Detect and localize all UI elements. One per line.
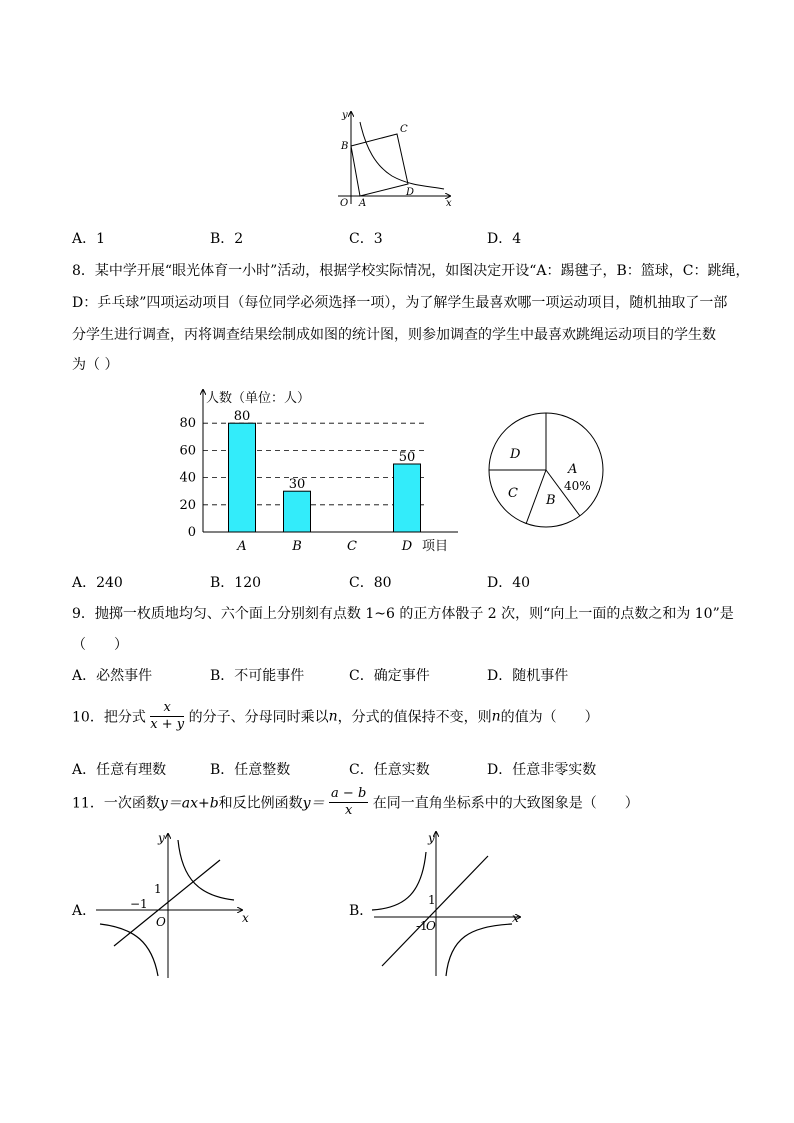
q7-fig-a: A — [359, 198, 367, 208]
q7-fig-d: D — [406, 187, 415, 198]
q11a-neg-one: −1 — [130, 897, 148, 911]
q7-option-a: A．1 — [72, 231, 106, 247]
bar-value-label: 30 — [288, 477, 306, 493]
q11a-y: y — [158, 831, 165, 845]
bar-d — [394, 464, 421, 532]
q11-f1: y＝ax+b — [159, 795, 219, 812]
q10-suffix-1: 的分子、分母同时乘以 — [188, 709, 329, 726]
q10-option-a: A．任意有理数 — [72, 762, 167, 778]
q10-option-d: D．任意非零实数 — [487, 762, 597, 778]
q9-option-a: A．必然事件 — [72, 668, 153, 684]
q7-fig-x: x — [446, 198, 452, 208]
q10-n2: n — [491, 708, 501, 725]
q10-option-c: C．任意实数 — [349, 762, 430, 778]
q11-f2-lhs: y＝ — [302, 795, 325, 812]
q11-graph-a — [92, 826, 260, 982]
q11-frac-den: x — [344, 803, 353, 818]
q10-frac-den: x + y — [150, 717, 185, 732]
q10-prefix: 10．把分式 — [72, 709, 146, 726]
bar-category-label: A — [237, 539, 247, 554]
bar-ylabel: 人数（单位：人） — [206, 391, 311, 406]
bar-y-tick-label: 20 — [179, 497, 196, 513]
q11b-x: x — [512, 911, 519, 925]
bar-y-tick-label: 0 — [187, 525, 196, 540]
q9-line-1: 9．抛掷一枚质地均匀、六个面上分别刻有点数 1~6 的正方体骰子 2 次，则“向上一面的点数之和为 10”是 — [72, 606, 734, 622]
q11b-neg-one: -1 — [416, 919, 428, 933]
q11-frac-num: a − b — [331, 786, 367, 801]
bar-value-label: 80 — [233, 409, 251, 425]
q7-option-c: C．3 — [349, 231, 383, 247]
bar-y-tick-label: 60 — [179, 443, 196, 459]
q10-n1: n — [328, 708, 338, 725]
q7-fig-b: B — [341, 141, 349, 152]
q11-option-a-label: A． — [72, 903, 97, 919]
q11-fraction — [329, 786, 368, 819]
bar-y-tick-label: 40 — [179, 470, 196, 486]
q8-option-d: D．40 — [487, 575, 531, 591]
q8-line-3: 分学生进行调查，丙将调查结果绘制成如图的统计图，则参加调查的学生中最喜欢跳绳运动项目的学生数 — [72, 327, 716, 343]
q11b-one: 1 — [428, 893, 436, 907]
q10-fraction — [150, 700, 184, 733]
bar-y-tick-label: 80 — [179, 416, 196, 432]
bar-category-label: C — [347, 539, 357, 554]
q11-option-b-label: B． — [349, 903, 374, 919]
q8-line-2: D：乒乓球”四项运动项目（每位同学必须选择一项），为了解学生最喜欢哪一项运动项目，随机抽取了一部 — [72, 295, 728, 311]
q10-option-b: B．任意整数 — [210, 762, 291, 778]
q11b-y: y — [428, 831, 435, 845]
q10-frac-num: x — [150, 700, 184, 717]
bar-xlabel: 项目 — [422, 539, 449, 554]
pie-label-a: A — [568, 462, 578, 477]
pie-label-c: C — [508, 486, 518, 501]
q7-option-d: D．4 — [487, 231, 522, 247]
q8-line-4: 为（ ） — [72, 357, 119, 373]
q11-prefix: 11．一次函数 — [72, 795, 160, 812]
q11-stem — [72, 786, 639, 819]
q7-fig-o: O — [340, 198, 349, 208]
bar-chart — [170, 384, 460, 556]
q11a-o: O — [156, 915, 166, 929]
q11-graph-b — [366, 826, 526, 980]
q7-fig-y: y — [342, 110, 348, 121]
q9-option-d: D．随机事件 — [487, 668, 569, 684]
q10-suffix-2: ，分式的值保持不变，则 — [337, 709, 492, 726]
q8-option-b: B．120 — [210, 575, 262, 591]
q7-figure — [330, 104, 460, 208]
bar-a — [229, 423, 256, 532]
q9-line-2: （ ） — [72, 637, 128, 653]
pie-chart — [484, 410, 608, 534]
bar-b — [284, 491, 311, 532]
q11a-x: x — [242, 911, 249, 925]
q11-mid: 和反比例函数 — [218, 795, 303, 812]
bar-category-label: B — [292, 539, 302, 554]
q10-stem — [72, 700, 599, 733]
q8-option-a: A．240 — [72, 575, 123, 591]
bar-category-label: D — [401, 539, 413, 554]
q11a-one: 1 — [154, 882, 162, 896]
q11-suffix: 在同一直角坐标系中的大致图象是（ ） — [372, 795, 639, 812]
pie-label-d: D — [510, 447, 521, 462]
q9-option-b: B．不可能事件 — [210, 668, 305, 684]
q7-option-b: B．2 — [210, 231, 244, 247]
bar-value-label: 50 — [398, 450, 416, 465]
q7-fig-c: C — [400, 124, 408, 135]
q11b-o: O — [426, 919, 436, 933]
q10-suffix-3: 的值为（ ） — [500, 709, 599, 726]
q8-line-1: 8．某中学开展“眼光体育一小时”活动，根据学校实际情况，如图决定开设“A：踢毽子，B：篮球，C：跳绳， — [72, 263, 750, 279]
q9-option-c: C．确定事件 — [349, 668, 430, 684]
pie-percent-a: 40% — [564, 479, 591, 493]
pie-label-b: B — [546, 493, 556, 508]
q8-option-c: C．80 — [349, 575, 392, 591]
